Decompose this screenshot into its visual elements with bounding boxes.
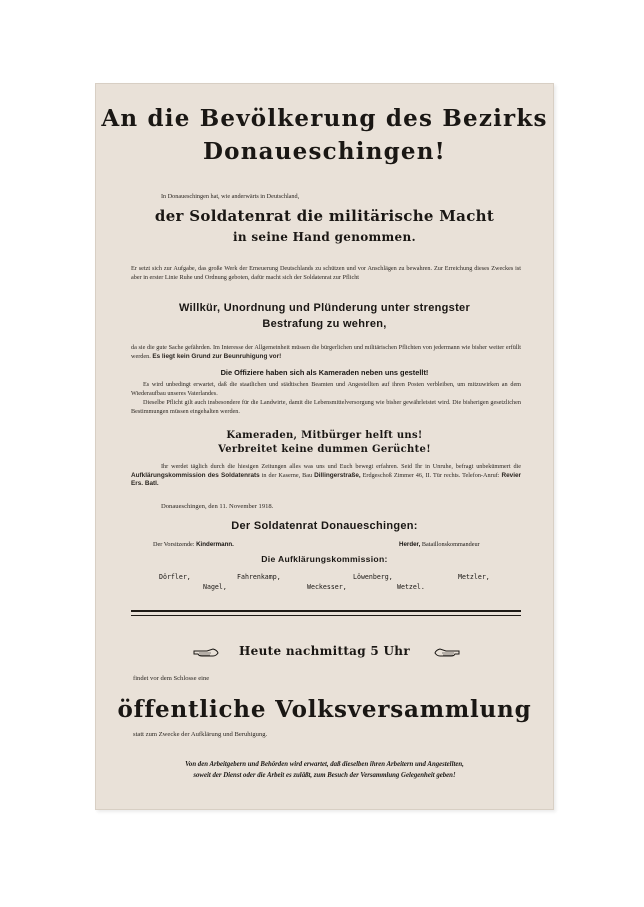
dateline: Donaueschingen, den 11. November 1918. <box>161 503 274 510</box>
member-name: Wetzel. <box>397 583 425 591</box>
chair-name: Kindermann. <box>196 541 234 548</box>
closing-line-1: Von den Arbeitgebern und Behörden wird erwartet, daß dieselben ihren Arbeitern und Angestellten, <box>185 761 464 768</box>
closing-line-2: soweit der Dienst oder die Arbeit es zuläßt, zum Besuch der Versammlung Gelegenheit geben! <box>193 772 456 779</box>
appeal-line-2: Verbreitet keine dummen Gerüchte! <box>218 444 431 455</box>
commander-signature <box>399 541 480 548</box>
duties-text: da sie die gute Sache gefährden. Im Interesse der Allgemeinheit müssen die bürgerlichen und militärischen Pflichten von jedermann wie bisher weiter erfüllt werden. <box>131 344 521 360</box>
headline-line-2: in seine Hand genommen. <box>233 230 416 244</box>
member-name: Fahrenkamp, <box>237 573 281 581</box>
chair-label: Der Vorsitzende: <box>153 541 195 548</box>
pointing-hand-left-icon <box>434 647 460 659</box>
mission-line-2: Bestrafung zu wehren, <box>262 318 387 330</box>
divider-rule-bottom <box>131 615 521 616</box>
commander-role: Bataillonskommandeur <box>421 541 480 548</box>
title-line-1: An die Bevölkerung des Bezirks <box>101 105 548 132</box>
council-heading: Der Soldatenrat Donaueschingen: <box>231 520 418 532</box>
commission-name: Aufklärungskommission des Soldatenrats <box>131 471 260 479</box>
meeting-purpose: statt zum Zwecke der Aufklärung und Beruhigung. <box>133 731 268 738</box>
member-name: Metzler, <box>458 573 490 581</box>
title-line-2: Donaueschingen! <box>203 138 446 165</box>
member-name: Weckesser, <box>307 583 347 591</box>
no-cause-for-alarm: Es liegt kein Grund zur Beunruhigung vor! <box>152 352 282 360</box>
meeting-time: Heute nachmittag 5 Uhr <box>239 644 410 658</box>
street-name: Dillingerstraße, <box>314 471 361 479</box>
info-text-1: Ihr werdet täglich durch die hiesigen Zeitungen alles was uns und Euch bewegt erfahren. Seid Ihr in Unruhe, befragt unbekümmert die <box>161 463 521 470</box>
paragraph-commission-info <box>131 463 521 489</box>
appeal-line-1: Kameraden, Mitbürger helft uns! <box>226 430 423 441</box>
headline-line-1: der Soldatenrat die militärische Macht <box>154 207 495 225</box>
chair-signature <box>153 541 234 548</box>
commission-heading: Die Aufklärungskommission: <box>261 554 388 564</box>
member-name: Löwenberg, <box>353 573 393 581</box>
commander-name: Herder, <box>399 541 421 548</box>
paragraph-farmers: Dieselbe Pflicht gilt auch insbesondere für die Landwirte, damit die Lebensmittelversorgung wie bisher gewährleistet wird. Die bisherigen gesetzlichen Bestimmungen müssen eingehalten werden. <box>131 399 521 415</box>
info-text-3: Erdgeschoß Zimmer 46, II. Tür rechts. Telefon-Anruf: <box>362 471 500 479</box>
paragraph-officials: Es wird unbedingt erwartet, daß die staatlichen und städtischen Beamten und Angestellten auf ihren Posten verbleiben, um mitzuwirken an dem Wiederaufbau unseres Vaterlandes. <box>131 381 521 397</box>
mission-line-1: Willkür, Unordnung und Plünderung unter strengster <box>178 302 471 314</box>
intro-text: In Donaueschingen hat, wie anderwärts in Deutschland, <box>161 193 300 200</box>
paragraph-duties <box>131 344 521 361</box>
meeting-location: findet vor dem Schlosse eine <box>133 675 210 682</box>
meeting-title: öffentliche Volksversammlung <box>117 696 532 723</box>
divider-rule-top <box>131 610 521 612</box>
member-name: Nagel, <box>203 583 227 591</box>
officers-statement: Die Offiziere haben sich als Kameraden neben uns gestellt! <box>220 368 429 377</box>
paragraph-task: Er setzt sich zur Aufgabe, das große Werk der Erneuerung Deutschlands zu schützen und vor Anschlägen zu bewahren. Zur Erreichung dieses Zweckes ist aber in erster Linie Ruhe und Ordnung geboten, dafür macht sich der Soldatenrat zur Pflicht <box>131 265 521 281</box>
phone-reference: Revier Ers. Batl. <box>131 471 522 488</box>
proclamation-poster <box>95 83 554 810</box>
member-name: Dörfler, <box>159 573 191 581</box>
info-text-2: in der Kaserne, Bau <box>261 471 313 479</box>
